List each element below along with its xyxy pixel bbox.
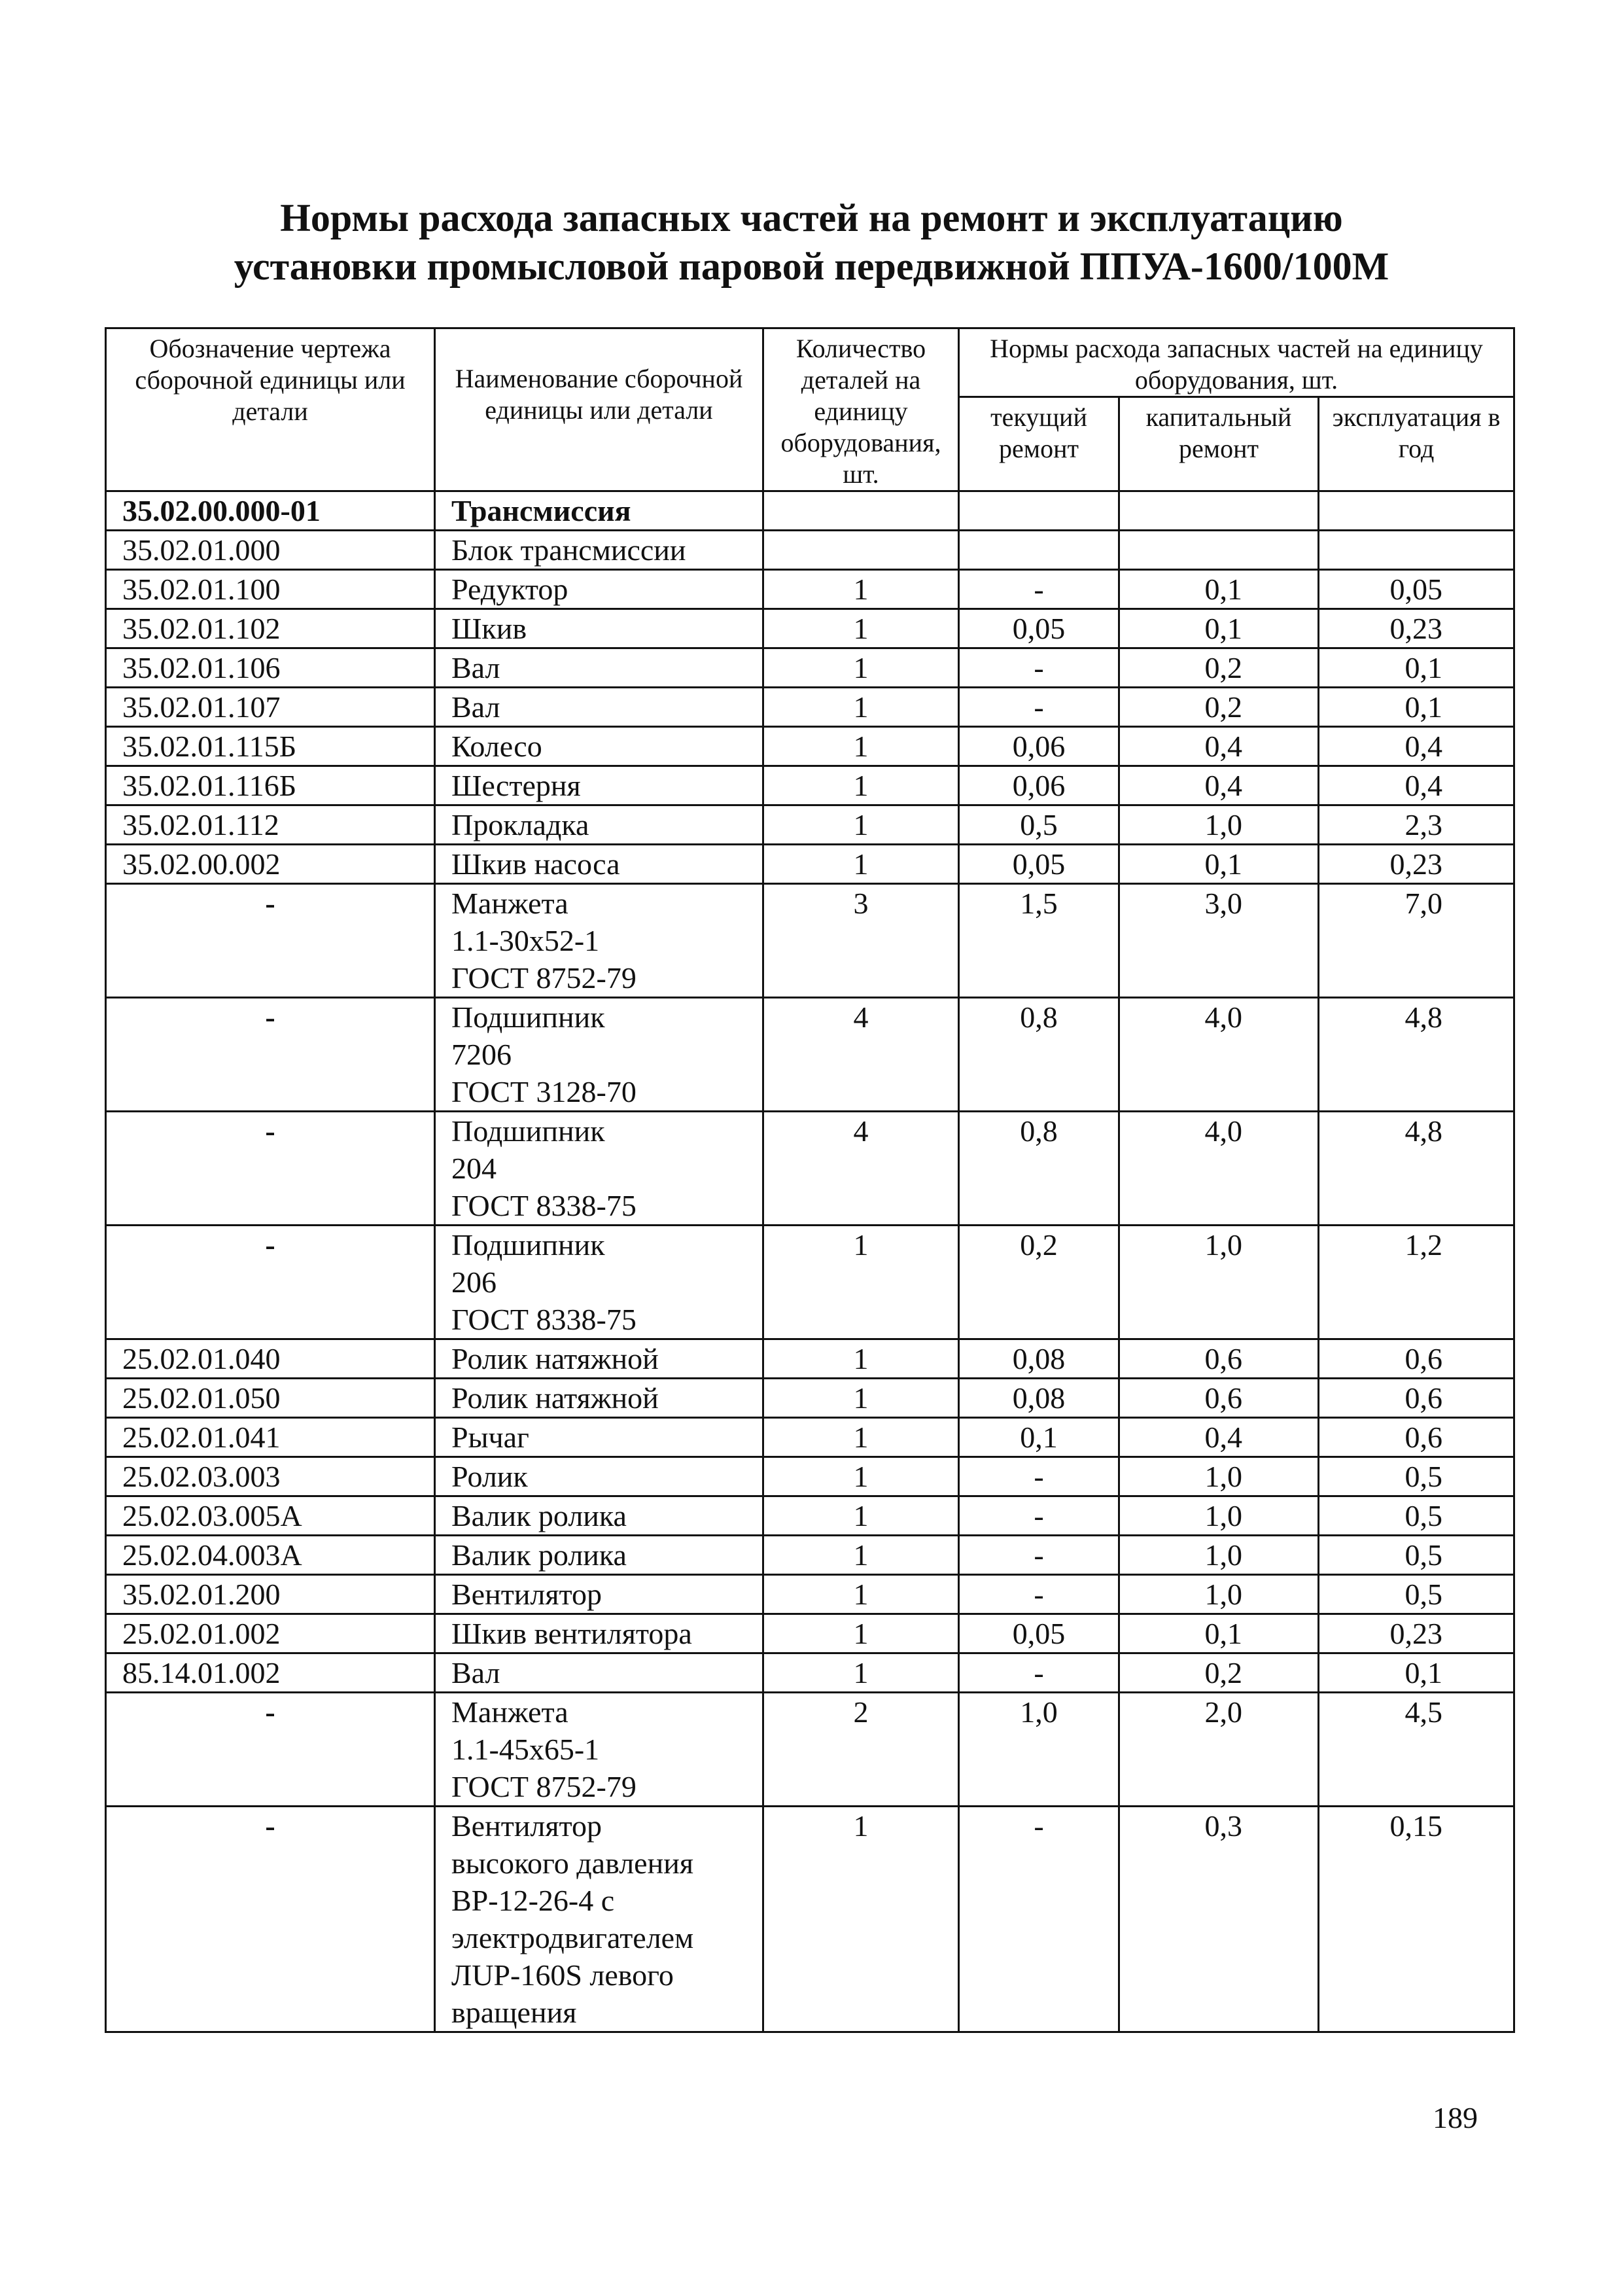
- cell-current: 1,0: [959, 1693, 1119, 1807]
- cell-operation: [1319, 491, 1514, 531]
- cell-capital: 0,2: [1119, 688, 1319, 727]
- cell-current: 0,08: [959, 1379, 1119, 1418]
- cell-operation: 0,05: [1319, 570, 1514, 609]
- cell-name: Вал: [435, 688, 763, 727]
- cell-code: 25.02.01.002: [106, 1614, 435, 1653]
- cell-name: Вентилятор высокого давления ВР-12-26-4 с электродвигателем ЛUР-160S левого вращения: [435, 1807, 763, 2032]
- cell-current: 0,06: [959, 766, 1119, 805]
- cell-qty: 1: [763, 570, 959, 609]
- cell-name: Шкив: [435, 609, 763, 648]
- cell-qty: 1: [763, 1339, 959, 1379]
- cell-capital: 4,0: [1119, 1112, 1319, 1226]
- cell-operation: 0,5: [1319, 1536, 1514, 1575]
- cell-qty: 4: [763, 1112, 959, 1226]
- cell-capital: 0,4: [1119, 1418, 1319, 1457]
- cell-operation: 0,15: [1319, 1807, 1514, 2032]
- table-body: [106, 491, 1514, 2032]
- cell-qty: 1: [763, 727, 959, 766]
- cell-current: 0,8: [959, 1112, 1119, 1226]
- cell-qty: 1: [763, 805, 959, 845]
- cell-current: 0,2: [959, 1226, 1119, 1339]
- cell-qty: 1: [763, 1457, 959, 1496]
- cell-name: Валик ролика: [435, 1496, 763, 1536]
- cell-qty: 1: [763, 1536, 959, 1575]
- cell-code: 35.02.00.002: [106, 845, 435, 884]
- cell-capital: 1,0: [1119, 1226, 1319, 1339]
- cell-code: -: [106, 1693, 435, 1807]
- cell-code: -: [106, 884, 435, 998]
- cell-operation: 0,23: [1319, 1614, 1514, 1653]
- cell-code: 35.02.01.000: [106, 531, 435, 570]
- cell-name: Ролик натяжной: [435, 1379, 763, 1418]
- table-row: [106, 570, 1514, 609]
- cell-operation: 4,8: [1319, 998, 1514, 1112]
- table-row: [106, 648, 1514, 688]
- cell-capital: 0,1: [1119, 1614, 1319, 1653]
- cell-current: -: [959, 570, 1119, 609]
- spare-parts-table: [105, 327, 1515, 2033]
- header-code: Обозначение чертежа сборочной единицы или детали: [106, 328, 435, 491]
- cell-capital: 0,4: [1119, 727, 1319, 766]
- cell-capital: 2,0: [1119, 1693, 1319, 1807]
- cell-qty: 1: [763, 1575, 959, 1614]
- cell-current: 0,06: [959, 727, 1119, 766]
- cell-operation: 0,1: [1319, 648, 1514, 688]
- cell-code: 35.02.01.115Б: [106, 727, 435, 766]
- cell-operation: 4,5: [1319, 1693, 1514, 1807]
- cell-capital: 3,0: [1119, 884, 1319, 998]
- cell-capital: 1,0: [1119, 1575, 1319, 1614]
- cell-operation: 1,2: [1319, 1226, 1514, 1339]
- page-title: [0, 194, 1623, 291]
- cell-capital: 1,0: [1119, 1536, 1319, 1575]
- cell-name: Рычаг: [435, 1418, 763, 1457]
- cell-operation: 0,23: [1319, 845, 1514, 884]
- cell-name: Редуктор: [435, 570, 763, 609]
- cell-operation: 0,5: [1319, 1496, 1514, 1536]
- cell-code: 25.02.01.041: [106, 1418, 435, 1457]
- table-row: [106, 531, 1514, 570]
- table-row: [106, 727, 1514, 766]
- cell-current: -: [959, 1807, 1119, 2032]
- cell-qty: 1: [763, 1807, 959, 2032]
- cell-name: Колесо: [435, 727, 763, 766]
- cell-capital: 0,4: [1119, 766, 1319, 805]
- table-row: [106, 1614, 1514, 1653]
- cell-code: 25.02.03.003: [106, 1457, 435, 1496]
- title-line-1: Нормы расхода запасных частей на ремонт и эксплуатацию: [280, 196, 1343, 239]
- table-row: [106, 845, 1514, 884]
- table-row: [106, 998, 1514, 1112]
- cell-code: -: [106, 1112, 435, 1226]
- cell-capital: 0,1: [1119, 609, 1319, 648]
- cell-current: -: [959, 688, 1119, 727]
- cell-operation: 0,1: [1319, 1653, 1514, 1693]
- table-row: [106, 1418, 1514, 1457]
- cell-current: 0,08: [959, 1339, 1119, 1379]
- cell-qty: 1: [763, 766, 959, 805]
- cell-current: 0,05: [959, 609, 1119, 648]
- cell-name: Шестерня: [435, 766, 763, 805]
- cell-current: [959, 531, 1119, 570]
- cell-capital: 0,1: [1119, 845, 1319, 884]
- table-row: [106, 1226, 1514, 1339]
- cell-current: -: [959, 1575, 1119, 1614]
- table-row: [106, 1536, 1514, 1575]
- cell-operation: 0,23: [1319, 609, 1514, 648]
- cell-capital: 0,6: [1119, 1379, 1319, 1418]
- table-row: [106, 766, 1514, 805]
- cell-code: -: [106, 1226, 435, 1339]
- table-row: [106, 491, 1514, 531]
- cell-capital: 0,2: [1119, 1653, 1319, 1693]
- cell-capital: 1,0: [1119, 1457, 1319, 1496]
- cell-name: Вентилятор: [435, 1575, 763, 1614]
- cell-name: Ролик: [435, 1457, 763, 1496]
- cell-capital: 0,2: [1119, 648, 1319, 688]
- cell-name: Ролик натяжной: [435, 1339, 763, 1379]
- cell-capital: 0,3: [1119, 1807, 1319, 2032]
- cell-qty: 1: [763, 1226, 959, 1339]
- cell-current: 0,8: [959, 998, 1119, 1112]
- cell-operation: 0,6: [1319, 1379, 1514, 1418]
- table-row: [106, 1339, 1514, 1379]
- cell-operation: 0,5: [1319, 1575, 1514, 1614]
- cell-qty: 1: [763, 1653, 959, 1693]
- cell-current: 0,1: [959, 1418, 1119, 1457]
- cell-name: Валик ролика: [435, 1536, 763, 1575]
- cell-current: 0,5: [959, 805, 1119, 845]
- table-row: [106, 805, 1514, 845]
- cell-current: -: [959, 1496, 1119, 1536]
- cell-qty: 1: [763, 1379, 959, 1418]
- cell-capital: 0,6: [1119, 1339, 1319, 1379]
- cell-name: Подшипник 206 ГОСТ 8338-75: [435, 1226, 763, 1339]
- table-row: [106, 1496, 1514, 1536]
- cell-code: 35.02.00.000-01: [106, 491, 435, 531]
- title-line-2: установки промысловой паровой передвижной ППУА-1600/100М: [234, 245, 1389, 288]
- table-row: [106, 1653, 1514, 1693]
- cell-code: 85.14.01.002: [106, 1653, 435, 1693]
- table-row: [106, 609, 1514, 648]
- cell-name: Трансмиссия: [435, 491, 763, 531]
- cell-current: -: [959, 1536, 1119, 1575]
- table-row: [106, 1112, 1514, 1226]
- cell-current: 0,05: [959, 845, 1119, 884]
- cell-qty: [763, 491, 959, 531]
- cell-qty: 4: [763, 998, 959, 1112]
- cell-operation: 2,3: [1319, 805, 1514, 845]
- table-row: [106, 1575, 1514, 1614]
- cell-operation: 0,4: [1319, 766, 1514, 805]
- cell-current: 1,5: [959, 884, 1119, 998]
- header-norms: Нормы расхода запасных частей на единицу оборудования, шт.: [959, 328, 1514, 397]
- header-name: Наименование сборочной единицы или детали: [435, 328, 763, 491]
- cell-name: Шкив вентилятора: [435, 1614, 763, 1653]
- cell-code: -: [106, 1807, 435, 2032]
- cell-qty: 1: [763, 1496, 959, 1536]
- table-row: [106, 1379, 1514, 1418]
- cell-qty: 1: [763, 648, 959, 688]
- cell-current: [959, 491, 1119, 531]
- cell-qty: 1: [763, 1614, 959, 1653]
- table-row: [106, 688, 1514, 727]
- cell-current: -: [959, 648, 1119, 688]
- cell-capital: [1119, 491, 1319, 531]
- cell-current: -: [959, 1653, 1119, 1693]
- cell-name: Манжета 1.1-45х65-1 ГОСТ 8752-79: [435, 1693, 763, 1807]
- cell-capital: 4,0: [1119, 998, 1319, 1112]
- cell-name: Вал: [435, 648, 763, 688]
- cell-operation: 0,6: [1319, 1339, 1514, 1379]
- cell-name: Блок трансмиссии: [435, 531, 763, 570]
- cell-qty: 2: [763, 1693, 959, 1807]
- cell-operation: 0,5: [1319, 1457, 1514, 1496]
- cell-operation: 0,4: [1319, 727, 1514, 766]
- table-row: [106, 884, 1514, 998]
- table-row: [106, 1693, 1514, 1807]
- cell-qty: [763, 531, 959, 570]
- cell-code: -: [106, 998, 435, 1112]
- cell-code: 25.02.01.050: [106, 1379, 435, 1418]
- cell-operation: 0,1: [1319, 688, 1514, 727]
- cell-name: Подшипник 7206 ГОСТ 3128-70: [435, 998, 763, 1112]
- cell-code: 25.02.01.040: [106, 1339, 435, 1379]
- cell-code: 35.02.01.112: [106, 805, 435, 845]
- cell-capital: 0,1: [1119, 570, 1319, 609]
- header-row-1: [106, 328, 1514, 397]
- cell-code: 35.02.01.100: [106, 570, 435, 609]
- cell-code: 35.02.01.107: [106, 688, 435, 727]
- header-capital: капитальный ремонт: [1119, 397, 1319, 491]
- cell-operation: 0,6: [1319, 1418, 1514, 1457]
- header-current: текущий ремонт: [959, 397, 1119, 491]
- header-qty: Количество деталей на единицу оборудования, шт.: [763, 328, 959, 491]
- cell-operation: 4,8: [1319, 1112, 1514, 1226]
- cell-code: 35.02.01.106: [106, 648, 435, 688]
- cell-code: 35.02.01.102: [106, 609, 435, 648]
- table-row: [106, 1457, 1514, 1496]
- cell-operation: 7,0: [1319, 884, 1514, 998]
- header-operation: эксплуатация в год: [1319, 397, 1514, 491]
- cell-name: Манжета 1.1-30х52-1 ГОСТ 8752-79: [435, 884, 763, 998]
- cell-capital: 1,0: [1119, 805, 1319, 845]
- cell-qty: 1: [763, 688, 959, 727]
- cell-capital: [1119, 531, 1319, 570]
- table-row: [106, 1807, 1514, 2032]
- cell-operation: [1319, 531, 1514, 570]
- cell-current: 0,05: [959, 1614, 1119, 1653]
- page-number: 189: [1433, 2101, 1478, 2134]
- cell-qty: 1: [763, 1418, 959, 1457]
- cell-name: Вал: [435, 1653, 763, 1693]
- cell-qty: 1: [763, 609, 959, 648]
- cell-code: 25.02.04.003А: [106, 1536, 435, 1575]
- cell-name: Прокладка: [435, 805, 763, 845]
- cell-capital: 1,0: [1119, 1496, 1319, 1536]
- cell-qty: 1: [763, 845, 959, 884]
- cell-name: Шкив насоса: [435, 845, 763, 884]
- cell-code: 35.02.01.116Б: [106, 766, 435, 805]
- cell-current: -: [959, 1457, 1119, 1496]
- cell-code: 35.02.01.200: [106, 1575, 435, 1614]
- cell-qty: 3: [763, 884, 959, 998]
- cell-name: Подшипник 204 ГОСТ 8338-75: [435, 1112, 763, 1226]
- cell-code: 25.02.03.005А: [106, 1496, 435, 1536]
